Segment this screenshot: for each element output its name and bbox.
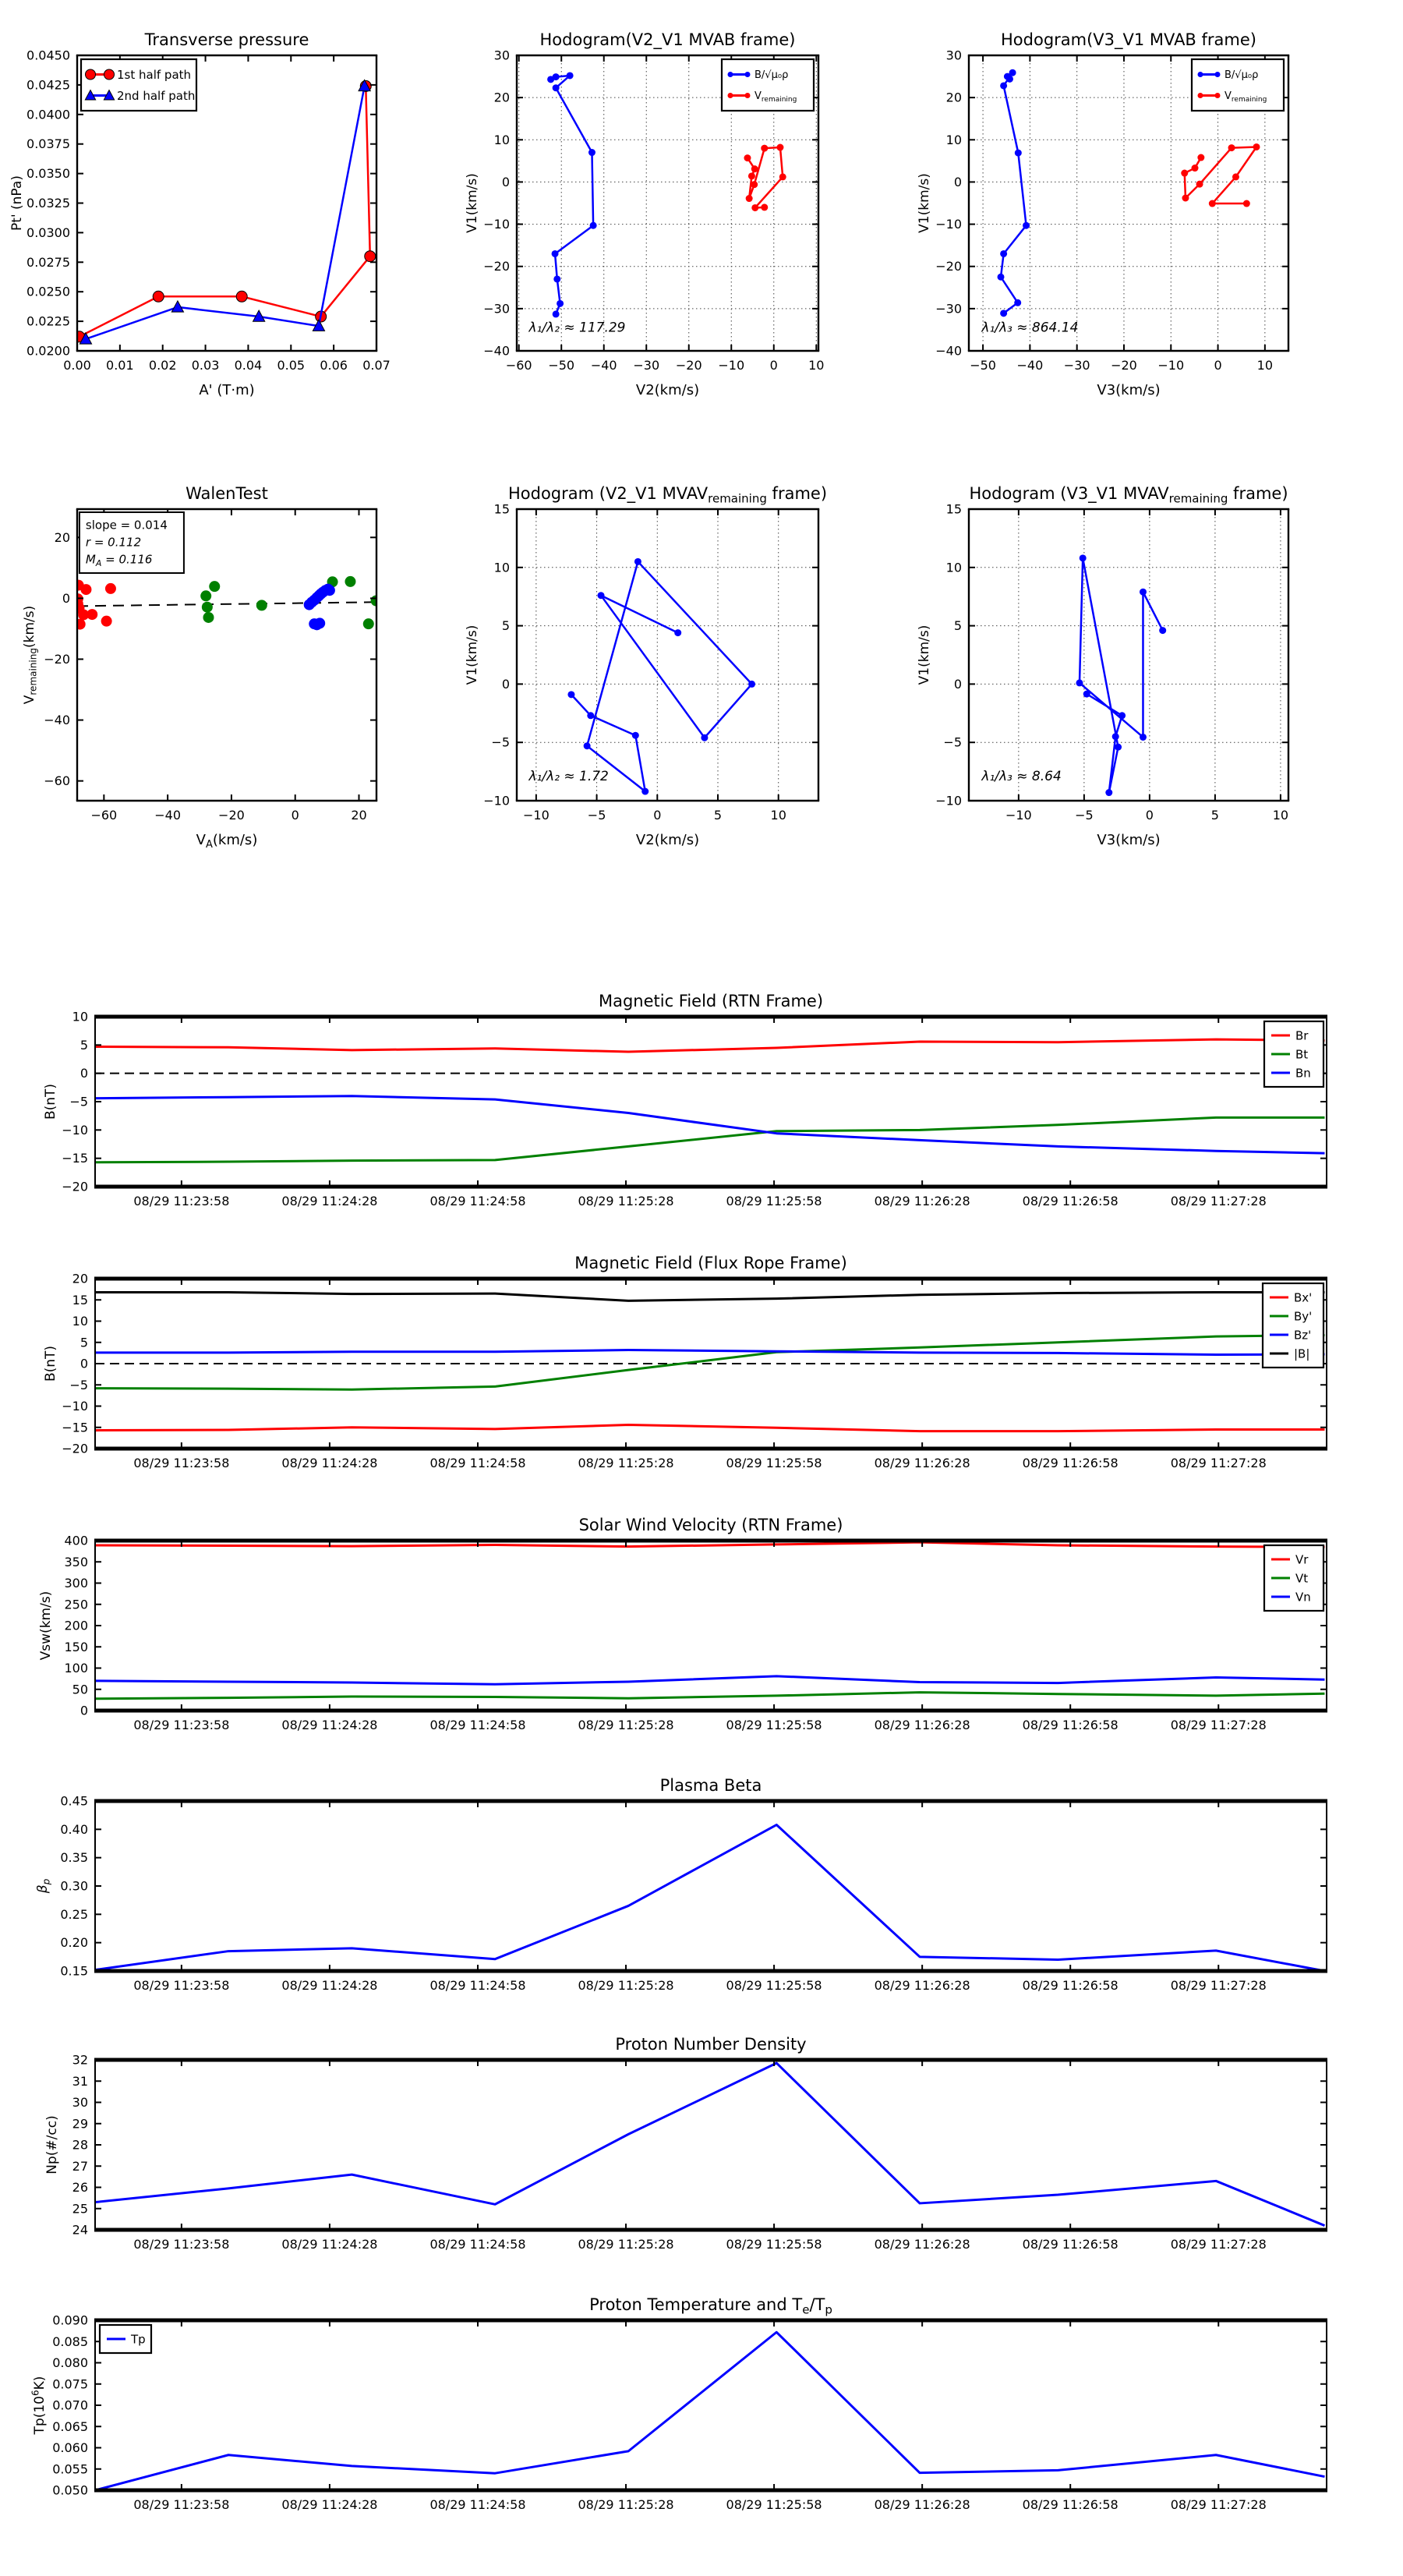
svg-text:0.03: 0.03 [191,358,220,373]
grid [517,509,818,801]
svg-text:30: 30 [72,2095,88,2110]
svg-text:−10: −10 [62,1399,88,1414]
series-1st half path [74,80,376,341]
svg-text:08/29 11:25:28: 08/29 11:25:28 [578,1718,674,1732]
svg-text:0.0325: 0.0325 [27,196,70,211]
x-axis-label: V3(km/s) [1097,382,1161,398]
svg-text:B/√μ₀ρ: B/√μ₀ρ [755,69,789,82]
x-axis-label: V2(km/s) [635,382,700,398]
svg-text:−20: −20 [62,1441,88,1456]
svg-text:Bt: Bt [1295,1047,1309,1062]
series-area [72,576,382,630]
svg-text:−15: −15 [62,1420,88,1435]
svg-text:08/29 11:25:58: 08/29 11:25:58 [726,1456,822,1470]
svg-text:−5: −5 [491,734,510,750]
series-B/sqrt(mu0 rho) [998,69,1030,317]
svg-text:−50: −50 [970,358,996,373]
svg-text:08/29 11:26:58: 08/29 11:26:58 [1022,2497,1119,2512]
svg-text:0.0250: 0.0250 [27,284,70,299]
series-Bz' [95,1350,1324,1355]
svg-text:−10: −10 [522,808,550,823]
svg-text:300: 300 [64,1576,88,1591]
svg-text:5: 5 [80,1037,88,1053]
svg-text:10: 10 [1272,808,1289,823]
svg-text:10: 10 [945,132,962,147]
svg-text:MA = 0.116: $M_A = 0.116$ [85,552,153,568]
svg-text:08/29 11:25:58: 08/29 11:25:58 [726,1978,822,1993]
svg-text:0.45: 0.45 [60,1793,88,1809]
svg-text:−5: −5 [69,1377,88,1392]
svg-text:10: 10 [808,358,825,373]
svg-text:|B|: |B| [1294,1346,1310,1361]
y-axis-label: B(nT) [43,1083,58,1120]
svg-text:By': By' [1294,1309,1313,1324]
svg-text:20: 20 [54,529,70,545]
series-Bn [95,1096,1324,1153]
svg-text:08/29 11:24:58: 08/29 11:24:58 [429,1456,526,1470]
svg-text:−40: −40 [154,808,182,823]
svg-text:20: 20 [72,1271,88,1286]
svg-text:0.30: 0.30 [60,1878,88,1894]
svg-text:08/29 11:24:28: 08/29 11:24:28 [281,1718,378,1732]
svg-text:−40: −40 [1016,358,1044,373]
svg-text:08/29 11:24:28: 08/29 11:24:28 [281,1194,378,1208]
plot-proton-temperature [30,2295,1327,2512]
svg-text:−10: −10 [483,793,510,809]
svg-text:−5: −5 [1075,808,1094,823]
svg-text:0: 0 [501,174,510,189]
svg-text:−20: −20 [1111,358,1137,373]
svg-text:0: 0 [62,590,70,606]
svg-text:0: 0 [653,808,662,823]
svg-text:0: 0 [80,1703,88,1718]
svg-text:08/29 11:26:28: 08/29 11:26:28 [874,2237,970,2252]
svg-text:08/29 11:27:28: 08/29 11:27:28 [1170,2237,1267,2252]
svg-text:0.05: 0.05 [277,358,306,373]
series-area [95,1292,1327,1431]
plot-title: Proton Temperature and $T_e/T_p$ [589,2295,832,2317]
y-axis-label: $\beta_p$ [35,1878,52,1894]
legend [1263,1283,1323,1368]
svg-text:−20: −20 [935,259,962,274]
legend [722,59,814,111]
svg-text:−40: −40 [590,358,617,373]
svg-text:08/29 11:24:28: 08/29 11:24:28 [281,1978,378,1993]
svg-text:−60: −60 [90,808,118,823]
series-V remaining [1181,143,1260,207]
svg-text:0: 0 [1145,808,1154,823]
svg-text:−15: −15 [62,1151,88,1166]
series-V remaining hodogram [1076,554,1166,796]
svg-text:−10: −10 [1157,358,1185,373]
svg-text:Vremaining: $V_{remaining}$ [755,90,797,104]
svg-text:20: 20 [493,90,510,105]
svg-text:−50: −50 [548,358,575,373]
svg-text:0.075: 0.075 [52,2376,88,2392]
x-axis-label: $V_A(km/s)$ [196,832,258,851]
svg-text:08/29 11:24:28: 08/29 11:24:28 [281,2237,378,2252]
svg-text:0.00: 0.00 [63,358,91,373]
svg-text:0.0400: 0.0400 [27,107,70,122]
svg-text:0.07: 0.07 [362,358,391,373]
svg-text:−60: −60 [505,358,532,373]
svg-text:24: 24 [72,2222,88,2238]
svg-text:29: 29 [72,2116,88,2132]
plot-transverse-pressure [9,30,391,398]
legend [100,2325,151,2353]
svg-text:08/29 11:27:28: 08/29 11:27:28 [1170,1978,1267,1993]
svg-text:−10: −10 [718,358,745,373]
legend [81,59,196,111]
svg-text:0.055: 0.055 [52,2461,88,2477]
svg-text:08/29 11:23:58: 08/29 11:23:58 [133,2237,230,2252]
series-Np [95,2063,1324,2225]
svg-text:r = 0.112: r = 0.112 [85,535,142,550]
series-B/sqrt(mu0 rho) [547,72,597,317]
plot-hodogram-v3v1-mvav [917,484,1289,848]
legend [1264,1021,1323,1087]
svg-text:250: 250 [64,1597,88,1612]
svg-text:−20: −20 [483,259,510,274]
annotation: λ₁/λ₂ ≈ 1.72 [528,768,609,784]
svg-text:0.15: 0.15 [60,1963,88,1979]
legend [1264,1545,1323,1611]
y-axis-label: V1(km/s) [917,625,932,685]
svg-text:−30: −30 [935,301,962,317]
series-area [95,1825,1324,1971]
svg-text:08/29 11:24:58: 08/29 11:24:58 [429,1194,526,1208]
svg-text:15: 15 [493,501,510,517]
svg-text:10: 10 [493,132,510,147]
y-axis-label: Np(#/cc) [44,2115,60,2174]
svg-text:10: 10 [72,1009,88,1024]
plot-b-flux-rope [43,1254,1327,1470]
svg-text:−60: −60 [44,773,70,789]
plot-proton-density [44,2035,1327,2252]
plot-hodogram-v3v1-mvab [917,30,1289,398]
svg-text:28: 28 [72,2137,88,2153]
svg-text:350: 350 [64,1554,88,1569]
svg-text:−30: −30 [483,301,510,317]
x-axis-label: A' (T·m) [199,382,255,398]
svg-text:−10: −10 [935,793,962,809]
svg-text:0.0200: 0.0200 [27,343,70,359]
svg-text:0.40: 0.40 [60,1821,88,1837]
svg-text:10: 10 [72,1314,88,1329]
svg-text:0.02: 0.02 [148,358,177,373]
y-axis-label: $V_{remaining}(km/s)$ [22,605,39,705]
plot-title: Hodogram(V3_V1 MVAB frame) [1001,30,1256,49]
svg-text:10: 10 [770,808,786,823]
svg-text:0.050: 0.050 [52,2482,88,2498]
svg-text:5: 5 [1210,808,1219,823]
series-Br [95,1039,1324,1052]
plot-hodogram-v2v1-mvab [465,30,824,398]
svg-text:−20: −20 [62,1179,88,1194]
svg-text:5: 5 [713,808,723,823]
series-area [95,2063,1324,2225]
svg-text:10: 10 [945,560,962,575]
svg-text:Bn: Bn [1295,1066,1311,1081]
series-beta_p [95,1825,1324,1971]
plot-title: WalenTest [186,484,268,503]
axes-frame [52,2313,1327,2513]
grid [969,509,1288,801]
svg-text:0.065: 0.065 [52,2419,88,2434]
svg-text:08/29 11:23:58: 08/29 11:23:58 [133,1978,230,1993]
svg-text:400: 400 [64,1533,88,1548]
svg-text:−40: −40 [44,713,70,728]
svg-text:0.06: 0.06 [320,358,348,373]
svg-text:10: 10 [493,560,510,575]
y-axis-label: V1(km/s) [917,173,932,233]
svg-text:Vn: Vn [1295,1590,1311,1605]
svg-text:0.25: 0.25 [60,1906,88,1922]
svg-text:0.04: 0.04 [234,358,263,373]
svg-text:0: 0 [501,676,510,692]
svg-text:0.35: 0.35 [60,1850,88,1866]
series-fit-line [77,602,376,606]
svg-text:−30: −30 [1063,358,1090,373]
stats-box [80,512,184,573]
svg-text:08/29 11:26:28: 08/29 11:26:28 [874,1194,970,1208]
svg-text:0.0375: 0.0375 [27,136,70,152]
svg-text:0.01: 0.01 [106,358,134,373]
svg-text:0.0275: 0.0275 [27,254,70,270]
svg-text:Tp: Tp [131,2332,146,2347]
series-walen-blue [304,584,335,631]
series-area [1076,554,1166,796]
series-area [74,80,376,344]
svg-text:50: 50 [72,1682,88,1697]
svg-text:08/29 11:25:28: 08/29 11:25:28 [578,1456,674,1470]
svg-text:08/29 11:25:58: 08/29 11:25:58 [726,2237,822,2252]
svg-text:10: 10 [1256,358,1274,373]
svg-text:2nd half path: 2nd half path [117,88,196,103]
series-V remaining [744,144,786,211]
svg-text:100: 100 [64,1661,88,1675]
axes-frame [64,1534,1327,1733]
y-axis-label: Pt' (nPa) [9,175,25,231]
series-Bx' [95,1424,1324,1431]
svg-text:Vt: Vt [1295,1571,1309,1586]
y-axis-label: V1(km/s) [465,625,480,685]
svg-text:08/29 11:26:58: 08/29 11:26:58 [1022,1718,1119,1732]
svg-text:0: 0 [769,358,778,373]
svg-text:−30: −30 [633,358,660,373]
svg-text:−10: −10 [935,217,962,232]
svg-text:B/√μ₀ρ: B/√μ₀ρ [1225,69,1259,82]
y-axis-label: $Tp(10^6K)$ [30,2376,48,2435]
svg-text:08/29 11:26:58: 08/29 11:26:58 [1022,1456,1119,1470]
legend [1192,59,1284,111]
svg-text:08/29 11:25:58: 08/29 11:25:58 [726,1194,822,1208]
svg-text:0.20: 0.20 [60,1935,88,1951]
svg-text:08/29 11:24:28: 08/29 11:24:28 [281,1456,378,1470]
svg-text:08/29 11:24:58: 08/29 11:24:58 [429,2497,526,2512]
svg-text:−10: −10 [483,217,510,232]
svg-text:08/29 11:23:58: 08/29 11:23:58 [133,1718,230,1732]
svg-text:08/29 11:26:28: 08/29 11:26:28 [874,1718,970,1732]
series-Vn [95,1676,1324,1684]
svg-text:5: 5 [501,618,510,634]
y-axis-label: B(nT) [43,1345,58,1382]
plot-walen-test [22,484,382,851]
svg-text:08/29 11:27:28: 08/29 11:27:28 [1170,1456,1267,1470]
svg-text:−20: −20 [44,651,70,667]
svg-text:−5: −5 [943,734,962,750]
svg-text:08/29 11:24:28: 08/29 11:24:28 [281,2497,378,2512]
svg-text:08/29 11:24:58: 08/29 11:24:58 [429,1978,526,1993]
x-axis-label: V2(km/s) [635,832,700,848]
svg-text:0.080: 0.080 [52,2355,88,2370]
svg-text:−20: −20 [218,808,245,823]
svg-text:0: 0 [953,676,962,692]
series-By' [95,1335,1324,1389]
series-area [95,2332,1324,2490]
plot-b-rtn [43,992,1327,1208]
x-axis-label: V3(km/s) [1097,832,1161,848]
svg-text:0.060: 0.060 [52,2440,88,2455]
svg-text:0.0225: 0.0225 [27,313,70,329]
plot-title: Plasma Beta [659,1776,762,1795]
svg-text:Bz': Bz' [1294,1328,1312,1343]
svg-text:200: 200 [64,1618,88,1633]
svg-text:Vremaining: $V_{remaining}$ [1225,90,1267,104]
svg-text:−5: −5 [587,808,606,823]
svg-text:08/29 11:25:28: 08/29 11:25:28 [578,1978,674,1993]
svg-text:Bx': Bx' [1294,1290,1313,1305]
svg-text:08/29 11:27:28: 08/29 11:27:28 [1170,1718,1267,1732]
svg-text:5: 5 [80,1335,88,1350]
plot-vsw-rtn [38,1516,1327,1732]
plot-title: Hodogram (V3_V1 $MVAV_{remaining}$ frame) [969,484,1288,506]
svg-text:31: 31 [72,2073,88,2089]
plot-title: Solar Wind Velocity (RTN Frame) [578,1516,843,1534]
annotation: λ₁/λ₃ ≈ 8.64 [981,768,1062,784]
series-area [95,1542,1324,1699]
annotation: λ₁/λ₃ ≈ 864.14 [981,320,1079,336]
svg-text:0.085: 0.085 [52,2334,88,2349]
axes-frame [60,1794,1327,1994]
y-axis-label: Vsw(km/s) [38,1591,54,1661]
plot-title: Magnetic Field (Flux Rope Frame) [574,1254,847,1272]
svg-text:08/29 11:27:28: 08/29 11:27:28 [1170,1194,1267,1208]
plot-title: Hodogram(V2_V1 MVAB frame) [539,30,796,49]
svg-text:26: 26 [72,2180,88,2195]
svg-text:0.070: 0.070 [52,2397,88,2413]
svg-text:0.0450: 0.0450 [27,48,70,63]
svg-text:20: 20 [351,808,367,823]
svg-text:0.090: 0.090 [52,2312,88,2328]
svg-text:15: 15 [72,1292,88,1307]
series-2nd half path [80,80,370,344]
svg-text:08/29 11:27:28: 08/29 11:27:28 [1170,2497,1267,2512]
svg-text:0: 0 [1214,358,1222,373]
svg-text:Br: Br [1295,1028,1309,1043]
svg-text:08/29 11:25:28: 08/29 11:25:28 [578,1194,674,1208]
svg-text:08/29 11:26:28: 08/29 11:26:28 [874,2497,970,2512]
svg-text:08/29 11:26:58: 08/29 11:26:58 [1022,1978,1119,1993]
svg-text:08/29 11:23:58: 08/29 11:23:58 [133,2497,230,2512]
svg-text:−40: −40 [483,343,510,359]
series-Vr [95,1542,1324,1547]
svg-text:27: 27 [72,2158,88,2174]
svg-text:0.0300: 0.0300 [27,225,70,240]
svg-text:08/29 11:26:28: 08/29 11:26:28 [874,1456,970,1470]
svg-text:32: 32 [72,2052,88,2068]
axes-frame [72,2053,1327,2252]
svg-text:20: 20 [945,90,962,105]
series-walen-red [72,580,116,630]
svg-text:30: 30 [945,48,962,63]
series-area [95,1039,1327,1162]
svg-text:30: 30 [493,48,510,63]
svg-text:1st half path: 1st half path [117,67,192,82]
svg-text:−10: −10 [1005,808,1032,823]
series-Vt [95,1693,1324,1699]
svg-text:08/29 11:23:58: 08/29 11:23:58 [133,1456,230,1470]
series-|B| [95,1292,1324,1300]
svg-text:slope = 0.014: slope = 0.014 [85,518,168,533]
svg-text:0.0350: 0.0350 [27,166,70,182]
series-area [567,558,755,795]
svg-text:150: 150 [64,1639,88,1654]
plot-title: Transverse pressure [144,30,309,49]
svg-text:0: 0 [80,1066,88,1081]
svg-text:08/29 11:26:58: 08/29 11:26:58 [1022,1194,1119,1208]
plot-title: Hodogram (V2_V1 $MVAV_{remaining}$ frame) [507,484,828,506]
series-Tp [95,2332,1324,2490]
svg-text:−5: −5 [69,1094,88,1109]
svg-text:5: 5 [953,618,962,634]
svg-text:−10: −10 [62,1122,88,1138]
plot-plasma-beta [35,1776,1327,1993]
plot-title: Proton Number Density [615,2035,807,2054]
svg-text:−40: −40 [935,343,962,359]
series-V remaining hodogram [567,558,755,795]
svg-text:08/29 11:26:58: 08/29 11:26:58 [1022,2237,1119,2252]
svg-text:08/29 11:23:58: 08/29 11:23:58 [133,1194,230,1208]
svg-text:08/29 11:26:28: 08/29 11:26:28 [874,1978,970,1993]
svg-text:25: 25 [72,2201,88,2217]
svg-text:15: 15 [945,501,962,517]
svg-text:0.0425: 0.0425 [27,77,70,93]
svg-text:0: 0 [80,1356,88,1371]
svg-text:08/29 11:25:58: 08/29 11:25:58 [726,1718,822,1732]
plot-hodogram-v2v1-mvav [465,484,827,848]
plot-title: Magnetic Field (RTN Frame) [598,992,824,1010]
axes-frame [62,1010,1327,1209]
axes-frame [62,1272,1327,1471]
svg-text:08/29 11:24:58: 08/29 11:24:58 [429,1718,526,1732]
svg-text:0: 0 [953,174,962,189]
svg-text:08/29 11:24:58: 08/29 11:24:58 [429,2237,526,2252]
svg-text:0: 0 [291,808,299,823]
svg-text:Vr: Vr [1295,1552,1309,1567]
svg-text:08/29 11:25:58: 08/29 11:25:58 [726,2497,822,2512]
y-axis-label: V1(km/s) [465,173,480,233]
svg-text:08/29 11:25:28: 08/29 11:25:28 [578,2237,674,2252]
svg-text:08/29 11:25:28: 08/29 11:25:28 [578,2497,674,2512]
svg-text:−20: −20 [675,358,702,373]
annotation: λ₁/λ₂ ≈ 117.29 [528,320,626,336]
